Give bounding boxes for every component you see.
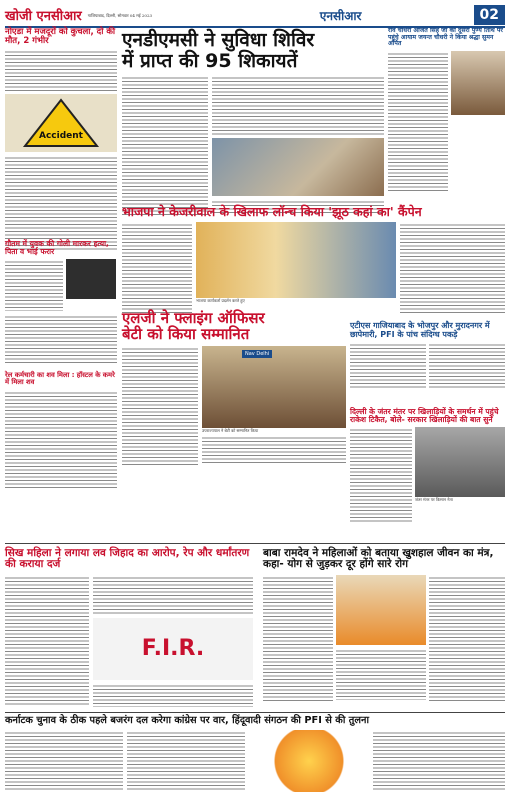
article-text [202, 435, 346, 463]
headline: भाजपा ने केजरीवाल के खिलाफ लॉन्च किया 'झूठ कहां का' कैंपेन [122, 204, 422, 219]
article-text [212, 75, 384, 135]
article-text [122, 75, 208, 215]
ramdev-photo [336, 575, 426, 645]
story-karnataka [5, 716, 505, 792]
article-text [388, 51, 448, 191]
fir-text: F.I.R. [141, 636, 205, 662]
headline: रवि चौधरी अजित सिंह जी की दूसरी पुण्य तिथि पर पहुंचे आयाम जयन्त चौधरी ने किया श्रद्धा सुमन अर्पित [388, 27, 503, 48]
article-text [373, 730, 505, 792]
minister-photo [451, 51, 505, 115]
headline-line-2: में प्राप्त की 95 शिकायतें [122, 49, 298, 72]
article-text [400, 222, 505, 314]
story-rail [5, 372, 117, 490]
story-lg [122, 310, 346, 466]
story-ndmc [122, 30, 384, 215]
article-text [350, 342, 426, 388]
photo-caption: उपराज्यपाल ने बेटी को सम्मानित किया [202, 428, 259, 434]
article-text [122, 346, 198, 466]
article-text [350, 427, 412, 523]
article-text [5, 155, 117, 251]
story-ramdev [263, 548, 505, 701]
headline-line-1: एनडीएमसी ने सुविधा शिविर [122, 29, 315, 51]
dateline: गाजियाबाद, दिल्ली, सोमवार 04 मई 2023 [87, 12, 153, 18]
accident-photo [5, 94, 117, 152]
story-rakesh [350, 408, 505, 523]
article-text [93, 683, 253, 707]
headline: रेल कर्मचारी का शव मिला : हॉस्टल के कमरे में मिला शव [5, 371, 115, 387]
photo-caption: भाजपा कार्यकर्ता प्रदर्शन करते हुए [196, 297, 245, 303]
headline: सिख महिला ने लगाया लव जिहाद का आरोप, रेप और धर्मांतरण की कराया दर्ज [5, 547, 250, 571]
anniversary-graphic [249, 730, 369, 792]
lg-photo [202, 346, 346, 428]
article-text [263, 575, 333, 701]
headline: गौतम में युवक की गोली मारकर हत्या, पिता व भाई फरार [5, 239, 109, 257]
article-text [5, 390, 117, 490]
accident-sign-icon [21, 96, 101, 150]
story-sikh [5, 548, 257, 707]
headline: कर्नाटक चुनाव के ठीक पहले बजरंग दल करेगा कांग्रेस पर वार, हिंदूवादी संगठन की PFI से की तुलना [5, 715, 369, 726]
headline: नोएडा में मजदूरों को कुचला, दो की मौत, 2 गंभीर [5, 27, 116, 47]
section-title: एनसीआर [319, 8, 362, 23]
article-text [336, 648, 426, 700]
headline-line-1: एलजी ने फ्लाइंग ऑफिसर [122, 309, 265, 327]
article-text [5, 314, 117, 364]
article-text [5, 259, 63, 311]
fir-graphic [93, 618, 253, 680]
article-text [127, 730, 245, 792]
story-bjp [122, 205, 505, 314]
headline: एटीएस गाजियाबाद के भोजपुर और मुरादनगर में छापेमारी, PFI के पांच संदिग्ध पकड़े [350, 321, 490, 339]
masthead [5, 4, 505, 28]
story-noida [5, 28, 117, 251]
article-text [5, 575, 89, 707]
divider [5, 543, 505, 544]
tikait-photo [415, 427, 505, 497]
article-text [5, 730, 123, 792]
headline-line-2: बेटी को किया सम्मानित [122, 325, 250, 344]
headline: बाबा रामदेव ने महिलाओं को बताया खुशहाल जीवन का मंत्र, कहा- योग से जुड़कर दूर होंगे सारे रोग [263, 547, 494, 571]
article-text [5, 49, 117, 91]
story-gaur [5, 240, 117, 364]
page-number: 02 [474, 5, 505, 25]
article-text [429, 575, 505, 701]
story-minister [388, 28, 505, 191]
accident-sign-text: Accident [39, 131, 83, 142]
camp-photo [212, 138, 384, 196]
article-text [122, 222, 192, 314]
divider [5, 712, 505, 713]
headline: दिल्ली के जंतर मंतर पर खिलाड़ियों के समर्थन में पहुंचे राकेश टिकैत, बोले- सरकार खिलाड़ियों की बात सुने [350, 407, 499, 425]
logo: खोजी एनसीआर [5, 9, 82, 24]
article-text [93, 575, 253, 615]
banner-text: Nav Delhi [242, 350, 272, 358]
story-ats [350, 322, 505, 388]
article-text [429, 342, 505, 388]
gun-photo [66, 259, 116, 299]
bjp-protest-photo [196, 222, 396, 298]
photo-caption: जंतर मंतर पर किसान नेता [415, 497, 453, 503]
